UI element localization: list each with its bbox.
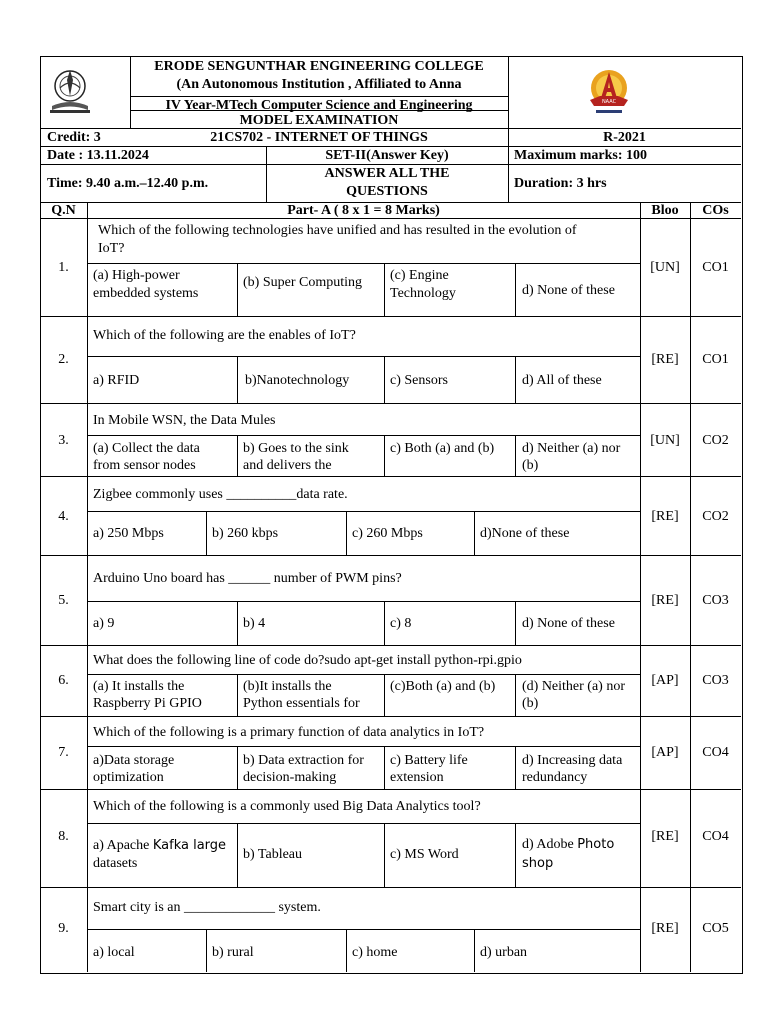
- bloom-level: [RE]: [651, 593, 679, 608]
- option-c: extension: [390, 770, 444, 785]
- bloom-level: [RE]: [651, 352, 679, 367]
- option-b: (b)It installs the: [243, 679, 332, 694]
- table-line: [640, 202, 641, 972]
- option-d: d) None of these: [522, 616, 615, 631]
- row-line: [40, 403, 741, 404]
- option-c: c) Battery life: [390, 753, 468, 768]
- option-col: [515, 601, 516, 645]
- option-d: d) Increasing data: [522, 753, 623, 768]
- option-c: Technology: [390, 286, 456, 301]
- option-b: decision-making: [243, 770, 337, 785]
- question-number: 4.: [58, 509, 69, 524]
- option-col: [237, 435, 238, 476]
- option-b: Python essentials for: [243, 696, 360, 711]
- question-text: Arduino Uno board has ______ number of PWM pins?: [93, 571, 402, 586]
- naac-badge-label: NAAC: [601, 99, 617, 105]
- option-a: a) 9: [93, 616, 115, 631]
- row-line: [40, 716, 741, 717]
- question-text: Zigbee commonly uses __________data rate.: [93, 487, 348, 502]
- row-line: [40, 476, 741, 477]
- option-col: [237, 263, 238, 316]
- option-line: [87, 511, 640, 512]
- option-col: [384, 746, 385, 789]
- table-line: [87, 202, 88, 972]
- duration: Duration: 3 hrs: [514, 176, 607, 191]
- option-c: c) home: [352, 945, 398, 960]
- option-col: [384, 435, 385, 476]
- bloom-level: [AP]: [651, 745, 679, 760]
- cos-header: COs: [702, 203, 729, 218]
- option-d: d)None of these: [480, 526, 570, 541]
- option-b: b) Tableau: [243, 847, 303, 862]
- option-col: [346, 511, 347, 555]
- option-col: [515, 674, 516, 716]
- part-header: Part- A ( 8 x 1 = 8 Marks): [287, 203, 440, 218]
- option-a: a) local: [93, 945, 135, 960]
- bloom-level: [RE]: [651, 509, 679, 524]
- credit-label: Credit: 3: [47, 130, 101, 145]
- course-title: 21CS702 - INTERNET OF THINGS: [210, 130, 428, 145]
- question-text: IoT?: [98, 241, 125, 256]
- option-col: [515, 356, 516, 403]
- regulation-label: R-2021: [603, 130, 646, 145]
- option-a-text: Kafka large: [152, 838, 227, 853]
- bloom-level: [RE]: [651, 921, 679, 936]
- row-line: [40, 887, 741, 888]
- question-text: Smart city is an _____________ system.: [93, 900, 321, 915]
- question-number: 2.: [58, 352, 69, 367]
- exam-title: MODEL EXAMINATION: [239, 113, 399, 128]
- question-number: 9.: [58, 921, 69, 936]
- naac-logo-icon: [584, 62, 634, 120]
- option-d: [522, 836, 614, 853]
- max-marks: Maximum marks: 100: [514, 148, 647, 163]
- option-a: (a) High-power: [93, 268, 180, 283]
- option-b: b) 260 kbps: [212, 526, 279, 541]
- option-line: [87, 929, 640, 930]
- question-text: In Mobile WSN, the Data Mules: [93, 413, 276, 428]
- option-col: [206, 511, 207, 555]
- question-number: 6.: [58, 673, 69, 688]
- option-col: [384, 823, 385, 887]
- option-col: [384, 263, 385, 316]
- option-a: datasets: [93, 856, 138, 871]
- option-a: optimization: [93, 770, 164, 785]
- option-d-text: Photo: [577, 837, 615, 852]
- option-col: [384, 601, 385, 645]
- option-d: d) urban: [480, 945, 528, 960]
- exam-time: Time: 9.40 a.m.–12.40 p.m.: [47, 176, 209, 191]
- option-d-text: d) Adobe: [522, 837, 578, 852]
- option-d: (d) Neither (a) nor: [522, 679, 626, 694]
- course-outcome: CO2: [702, 509, 729, 524]
- option-c: c) MS Word: [390, 847, 459, 862]
- course-outcome: CO3: [702, 593, 729, 608]
- option-b: b) Goes to the sink: [243, 441, 349, 456]
- option-d: d) All of these: [522, 373, 602, 388]
- option-line: [87, 746, 640, 747]
- option-col: [237, 674, 238, 716]
- option-b: b) rural: [212, 945, 254, 960]
- option-col: [384, 356, 385, 403]
- qn-header: Q.N: [51, 203, 76, 218]
- option-b: b) Data extraction for: [243, 753, 364, 768]
- instruction-line1: ANSWER ALL THE: [324, 166, 450, 181]
- option-a: embedded systems: [93, 286, 199, 301]
- option-a: Raspberry Pi GPIO: [93, 696, 202, 711]
- course-outcome: CO4: [702, 745, 729, 760]
- option-col: [474, 929, 475, 972]
- option-b: b)Nanotechnology: [245, 373, 350, 388]
- option-a: a) 250 Mbps: [93, 526, 164, 541]
- bloom-header: Bloo: [651, 203, 679, 218]
- bloom-level: [AP]: [651, 673, 679, 688]
- course-outcome: CO1: [702, 352, 729, 367]
- option-d: (b): [522, 696, 539, 711]
- option-d: shop: [522, 856, 554, 871]
- instruction-line2: QUESTIONS: [346, 184, 428, 199]
- option-col: [474, 511, 475, 555]
- option-a: (a) It installs the: [93, 679, 185, 694]
- option-col: [237, 823, 238, 887]
- option-col: [515, 823, 516, 887]
- question-number: 1.: [58, 260, 69, 275]
- option-col: [515, 263, 516, 316]
- table-line: [690, 202, 691, 972]
- college-affiliation: (An Autonomous Institution , Affiliated to Anna: [176, 77, 462, 92]
- bloom-level: [UN]: [650, 260, 680, 275]
- option-col: [384, 674, 385, 716]
- course-outcome: CO2: [702, 433, 729, 448]
- college-name: ERODE SENGUNTHAR ENGINEERING COLLEGE: [154, 59, 484, 74]
- question-number: 3.: [58, 433, 69, 448]
- option-a: from sensor nodes: [93, 458, 196, 473]
- course-outcome: CO1: [702, 260, 729, 275]
- row-line: [40, 645, 741, 646]
- college-emblem-icon: [46, 62, 94, 116]
- question-number: 8.: [58, 829, 69, 844]
- set-label: SET-II(Answer Key): [325, 148, 449, 163]
- question-text: Which of the following technologies have unified and has resulted in the evolution of: [98, 223, 577, 238]
- option-c: c) Sensors: [390, 373, 448, 388]
- question-number: 5.: [58, 593, 69, 608]
- program-title: IV Year-MTech Computer Science and Engineering: [165, 98, 473, 113]
- option-d: (b): [522, 458, 539, 473]
- option-c: (c)Both (a) and (b): [390, 679, 496, 694]
- bloom-level: [RE]: [651, 829, 679, 844]
- option-d: d) None of these: [522, 283, 615, 298]
- option-a: [93, 837, 226, 854]
- option-d: redundancy: [522, 770, 588, 785]
- option-line: [87, 263, 640, 264]
- option-c: c) 8: [390, 616, 412, 631]
- option-line: [87, 674, 640, 675]
- row-line: [40, 316, 741, 317]
- row-line: [40, 555, 741, 556]
- option-col: [515, 435, 516, 476]
- option-line: [87, 435, 640, 436]
- option-a-text: a) Apache: [93, 838, 153, 853]
- question-text: Which of the following is a primary function of data analytics in IoT?: [93, 725, 485, 740]
- option-line: [87, 356, 640, 357]
- question-text: Which of the following is a commonly used Big Data Analytics tool?: [93, 799, 481, 814]
- option-a: (a) Collect the data: [93, 441, 200, 456]
- option-a: a) RFID: [93, 373, 140, 388]
- option-c: c) 260 Mbps: [352, 526, 423, 541]
- question-text: Which of the following are the enables of IoT?: [93, 328, 356, 343]
- option-col: [515, 746, 516, 789]
- option-col: [237, 601, 238, 645]
- bloom-level: [UN]: [650, 433, 680, 448]
- option-b: b) 4: [243, 616, 266, 631]
- row-line: [40, 789, 741, 790]
- course-outcome: CO4: [702, 829, 729, 844]
- option-line: [87, 823, 640, 824]
- option-b: and delivers the: [243, 458, 332, 473]
- question-text: What does the following line of code do?sudo apt-get install python-rpi.gpio: [93, 653, 522, 668]
- option-col: [206, 929, 207, 972]
- exam-date: Date : 13.11.2024: [47, 148, 149, 163]
- option-b: (b) Super Computing: [243, 275, 362, 290]
- course-outcome: CO5: [702, 921, 729, 936]
- option-c: c) Both (a) and (b): [390, 441, 495, 456]
- option-col: [237, 746, 238, 789]
- option-line: [87, 601, 640, 602]
- course-outcome: CO3: [702, 673, 729, 688]
- option-col: [237, 356, 238, 403]
- option-a: a)Data storage: [93, 753, 175, 768]
- question-number: 7.: [58, 745, 69, 760]
- option-d: d) Neither (a) nor: [522, 441, 621, 456]
- option-c: (c) Engine: [390, 268, 449, 283]
- option-col: [346, 929, 347, 972]
